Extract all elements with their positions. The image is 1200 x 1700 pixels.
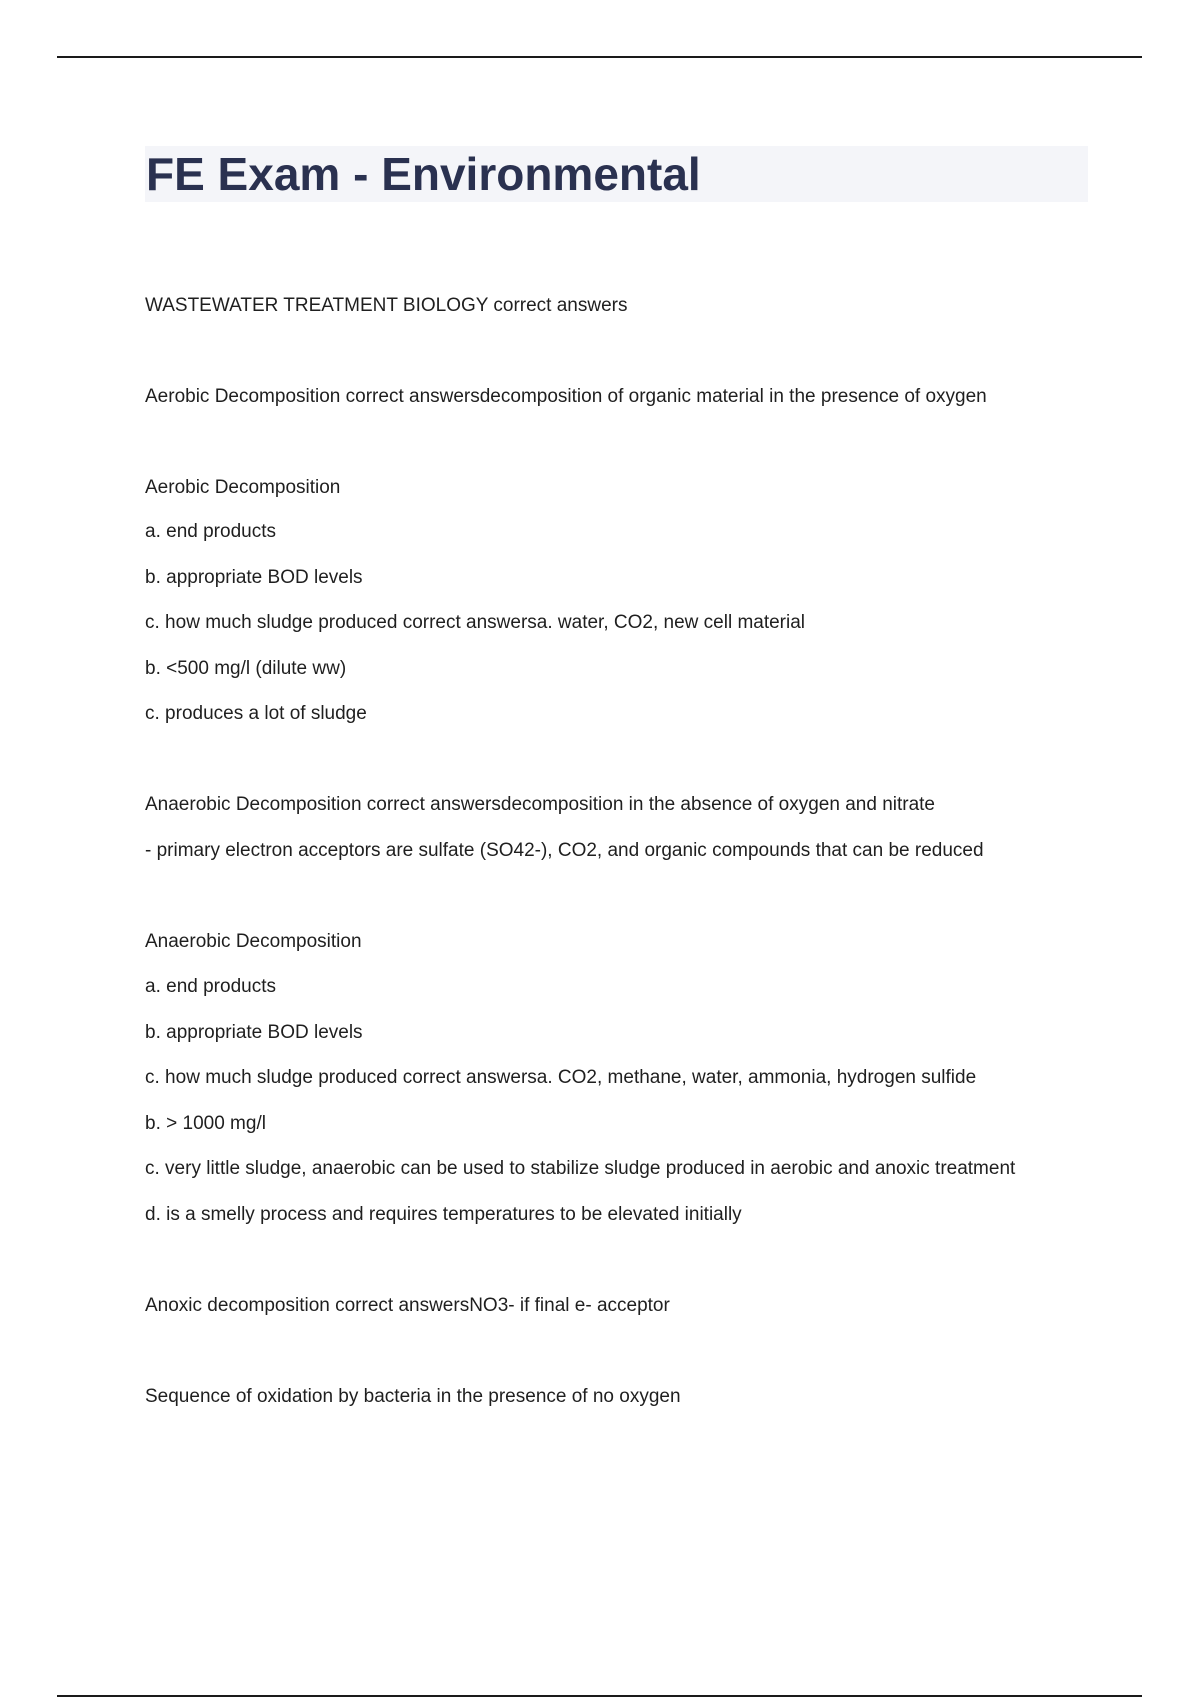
qa-item-oxidation-sequence: Sequence of oxidation by bacteria in the presence of no oxygen xyxy=(145,1386,681,1407)
list-item: c. produces a lot of sludge xyxy=(145,703,367,724)
list-item: b. <500 mg/l (dilute ww) xyxy=(145,658,347,679)
list-item: - primary electron acceptors are sulfate (SO42-), CO2, and organic compounds that can be reduced xyxy=(145,840,984,861)
list-item: b. appropriate BOD levels xyxy=(145,567,363,588)
document-title: FE Exam - Environmental xyxy=(146,148,701,200)
footer-rule xyxy=(57,1695,1142,1697)
qa-item-aerobic-question: Aerobic Decomposition xyxy=(145,477,341,498)
section-heading: WASTEWATER TREATMENT BIOLOGY correct answers xyxy=(145,295,628,316)
list-item: b. > 1000 mg/l xyxy=(145,1113,266,1134)
list-item: b. appropriate BOD levels xyxy=(145,1022,363,1043)
qa-item-anoxic: Anoxic decomposition correct answersNO3- if final e- acceptor xyxy=(145,1295,670,1316)
qa-item-anaerobic-definition: Anaerobic Decomposition correct answersdecomposition in the absence of oxygen and nitrate xyxy=(145,794,936,815)
list-item: c. how much sludge produced correct answersa. CO2, methane, water, ammonia, hydrogen sulfide xyxy=(145,1067,977,1088)
list-item: c. how much sludge produced correct answersa. water, CO2, new cell material xyxy=(145,612,806,633)
list-item: d. is a smelly process and requires temperatures to be elevated initially xyxy=(145,1204,742,1225)
qa-item-aerobic-definition: Aerobic Decomposition correct answersdecomposition of organic material in the presence of oxygen xyxy=(145,386,987,407)
qa-item-anaerobic-question: Anaerobic Decomposition xyxy=(145,931,362,952)
header-rule xyxy=(57,56,1142,58)
list-item: c. very little sludge, anaerobic can be used to stabilize sludge produced in aerobic and anoxic treatment xyxy=(145,1158,1016,1179)
list-item: a. end products xyxy=(145,521,276,542)
list-item: a. end products xyxy=(145,976,276,997)
